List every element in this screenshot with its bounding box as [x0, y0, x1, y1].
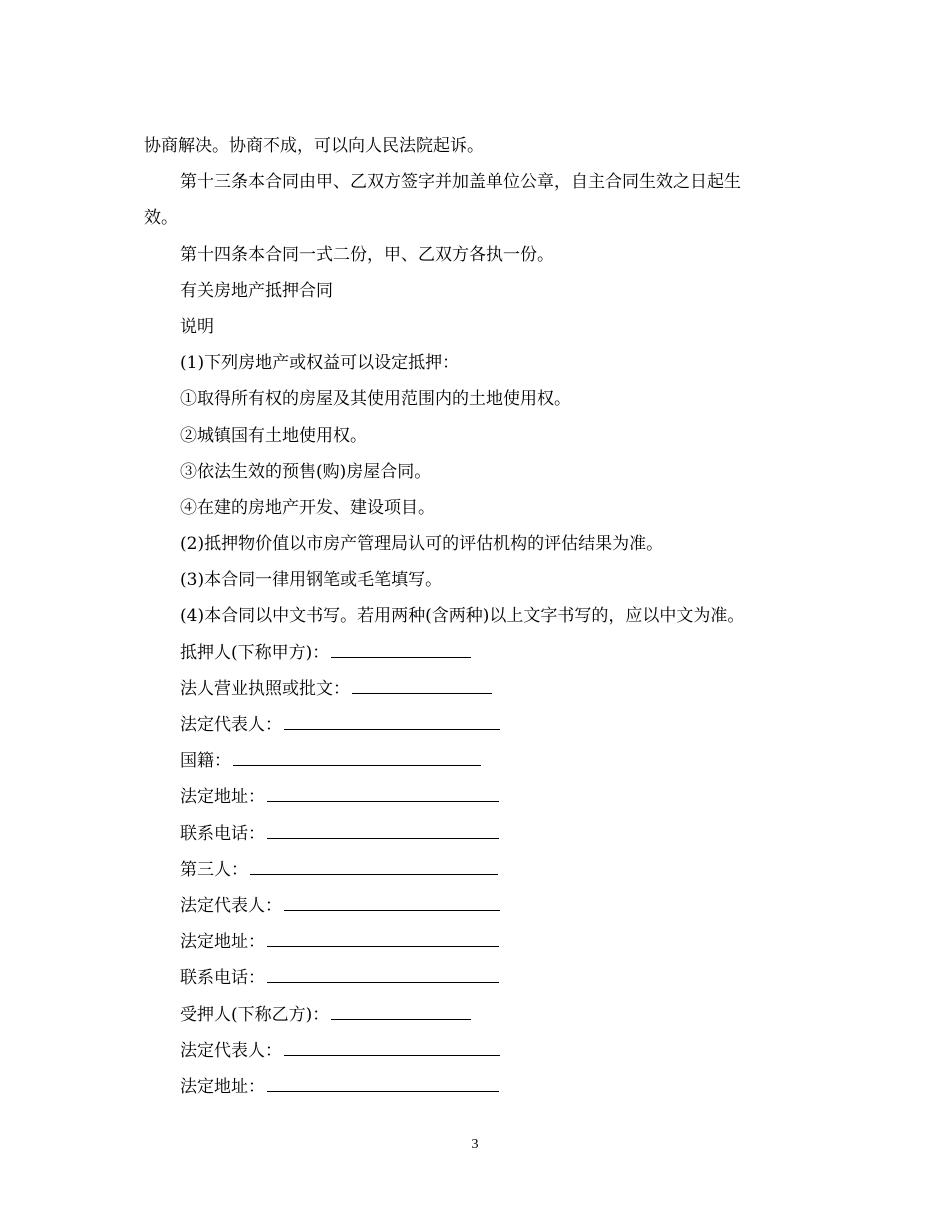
fill-in-blank[interactable]: [267, 929, 499, 947]
paragraph: 协商解决。协商不成，可以向人民法院起诉。: [144, 136, 484, 156]
list-item: ②城镇国有土地使用权。: [180, 425, 367, 446]
list-item: ③依法生效的预售(购)房屋合同。: [180, 461, 432, 482]
field-label: 受押人(下称乙方)：: [180, 1004, 330, 1025]
fill-in-blank[interactable]: [267, 784, 499, 802]
field-label: 联系电话：: [180, 823, 265, 844]
field-label: 法定地址：: [180, 932, 265, 953]
form-field-third-party: [144, 852, 806, 888]
form-field-business-license: [144, 671, 806, 707]
list-item: ①取得所有权的房屋及其使用范围内的土地使用权。: [180, 389, 571, 410]
section-heading: 说明: [180, 316, 214, 337]
list-item: ④在建的房地产开发、建设项目。: [180, 497, 435, 518]
field-label: 法定代表人：: [180, 1040, 282, 1061]
field-label: 联系电话：: [180, 968, 265, 989]
form-field-mortgagee: [144, 997, 806, 1033]
fill-in-blank[interactable]: [267, 1074, 499, 1092]
form-field-third-party-representative: [144, 888, 806, 924]
form-field-phone: [144, 816, 806, 852]
paragraph: 效。: [144, 208, 178, 229]
field-label: 法定地址：: [180, 787, 265, 808]
fill-in-blank[interactable]: [267, 965, 499, 983]
fill-in-blank[interactable]: [284, 712, 500, 730]
paragraph: 第十三条本合同由甲、乙双方签字并加盖单位公章，自主合同生效之日起生: [180, 172, 741, 193]
field-label: 法定地址：: [180, 1076, 265, 1097]
fill-in-blank[interactable]: [352, 676, 492, 694]
form-field-legal-address: [144, 779, 806, 815]
fill-in-blank[interactable]: [284, 1038, 500, 1056]
field-label: 法人营业执照或批文：: [180, 678, 350, 699]
form-field-mortgagor: [144, 635, 806, 671]
field-label: 法定代表人：: [180, 715, 282, 735]
field-label: 第三人：: [180, 859, 248, 880]
fill-in-blank[interactable]: [233, 748, 481, 766]
form-field-third-party-address: [144, 924, 806, 960]
paragraph: (1)下列房地产或权益可以设定抵押：: [180, 353, 460, 374]
fill-in-blank[interactable]: [267, 821, 499, 839]
form-field-legal-representative: [144, 707, 806, 743]
field-label: 抵押人(下称甲方)：: [180, 642, 330, 663]
document-body: [144, 128, 806, 1105]
field-label: 国籍：: [180, 751, 231, 772]
fill-in-blank[interactable]: [250, 857, 498, 875]
fill-in-blank[interactable]: [331, 640, 471, 658]
paragraph: 第十四条本合同一式二份，甲、乙双方各执一份。: [180, 244, 554, 265]
fill-in-blank[interactable]: [284, 893, 500, 911]
paragraph: (4)本合同以中文书写。若用两种(含两种)以上文字书写的，应以中文为准。: [180, 606, 745, 627]
form-field-nationality: [144, 743, 806, 779]
form-field-mortgagee-address: [144, 1069, 806, 1105]
paragraph: (2)抵押物价值以市房产管理局认可的评估机构的评估结果为准。: [180, 534, 664, 555]
field-label: 法定代表人：: [180, 895, 282, 916]
fill-in-blank[interactable]: [331, 1002, 471, 1020]
form-field-mortgagee-representative: [144, 1033, 806, 1069]
section-title: 有关房地产抵押合同: [180, 280, 333, 301]
paragraph: (3)本合同一律用钢笔或毛笔填写。: [180, 570, 443, 591]
form-field-third-party-phone: [144, 960, 806, 996]
page-number: 3: [471, 1137, 479, 1152]
